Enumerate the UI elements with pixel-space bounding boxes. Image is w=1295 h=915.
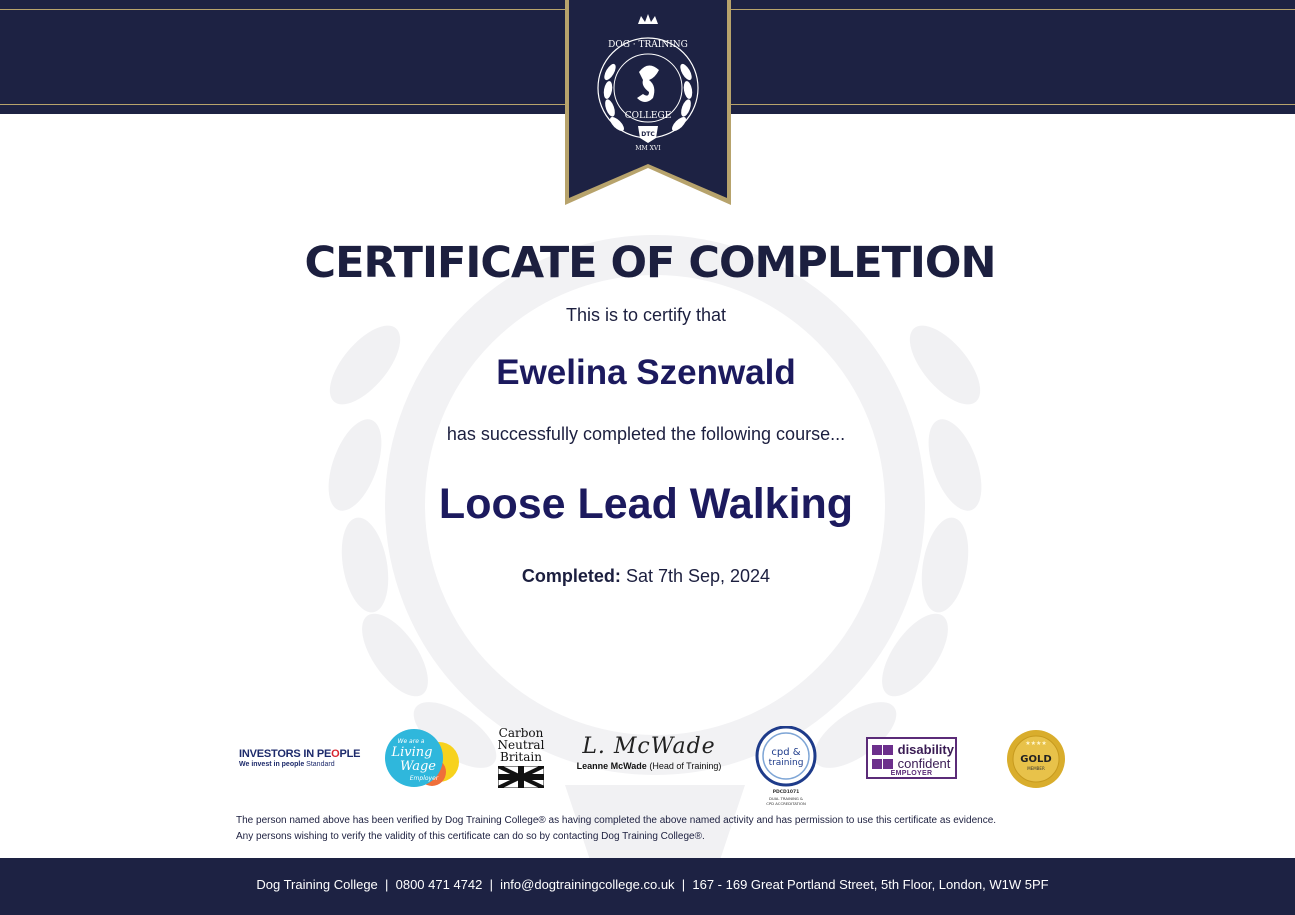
cpd-training-logo <box>754 726 818 812</box>
carbon-neutral-britain-logo: Carbon Neutral Britain <box>496 727 546 793</box>
lock-icon <box>872 759 882 769</box>
gold-member-badge <box>1006 729 1066 789</box>
verification-disclaimer <box>236 813 1136 845</box>
course-name: Loose Lead Walking <box>438 480 854 528</box>
arrow-icon <box>883 759 893 769</box>
disability-confident-logo: disability confident EMPLOYER <box>866 737 957 779</box>
tick-icon <box>883 745 893 755</box>
disclaimer-line: The person named above has been verified by Dog Training College® as having completed the above named activity and has permission to use this certificate as evidence. <box>236 815 997 826</box>
svg-text:DUAL TRAINING &: DUAL TRAINING & <box>768 796 804 801</box>
svg-text:MEMBER: MEMBER <box>1027 766 1045 771</box>
svg-text:cpd &: cpd & <box>771 747 801 758</box>
svg-text:Living: Living <box>391 745 433 760</box>
completed-label: Completed: <box>521 566 621 586</box>
signatory-name: Leanne McWade <box>576 761 647 771</box>
completed-date-value: Sat 7th Sep, 2024 <box>625 566 771 586</box>
svg-text:We are a: We are a <box>397 738 425 745</box>
seal-text-bottom: COLLEGE <box>624 111 672 121</box>
living-wage-logo <box>384 728 460 788</box>
disclaimer-line: Any persons wishing to verify the validity of this certificate can do so by contacting Dog Training College®. <box>236 831 705 842</box>
footer-contact-text: Dog Training College | 0800 471 4742 | info@dogtrainingcollege.co.uk | 167 - 169 Great Portland Street, 5th Floor, London, W1W 5PF <box>256 877 1049 892</box>
svg-text:PDCD1071: PDCD1071 <box>772 790 800 795</box>
svg-text:★★★★: ★★★★ <box>1025 740 1047 747</box>
union-flag-icon <box>498 766 544 788</box>
svg-text:Wage: Wage <box>400 759 436 774</box>
investors-in-people-logo: INVESTORS IN PEOPLE We invest in people Standard <box>239 748 361 768</box>
seal-text-top: DOG · TRAINING <box>608 40 688 50</box>
seal-monogram: DTC <box>641 131 655 138</box>
signatory-role: (Head of Training) <box>649 761 722 771</box>
recipient-name: Ewelina Szenwald <box>496 353 796 392</box>
svg-text:GOLD: GOLD <box>1020 754 1052 765</box>
certificate-title: CERTIFICATE OF COMPLETION <box>304 238 996 288</box>
accreditation-logos <box>0 720 1295 810</box>
people-icon <box>872 745 882 755</box>
svg-text:CPD ACCREDITATION: CPD ACCREDITATION <box>766 801 806 806</box>
signature: L. McWade <box>582 734 716 759</box>
svg-text:Employer: Employer <box>409 775 439 782</box>
footer-band <box>0 858 1295 915</box>
svg-text:training: training <box>768 758 804 768</box>
completed-line: has successfully completed the following course... <box>446 424 846 444</box>
certify-line: This is to certify that <box>565 305 727 325</box>
completion-date <box>0 566 1292 587</box>
seal-year: MM XVI <box>635 145 661 152</box>
signature-block <box>566 734 732 771</box>
